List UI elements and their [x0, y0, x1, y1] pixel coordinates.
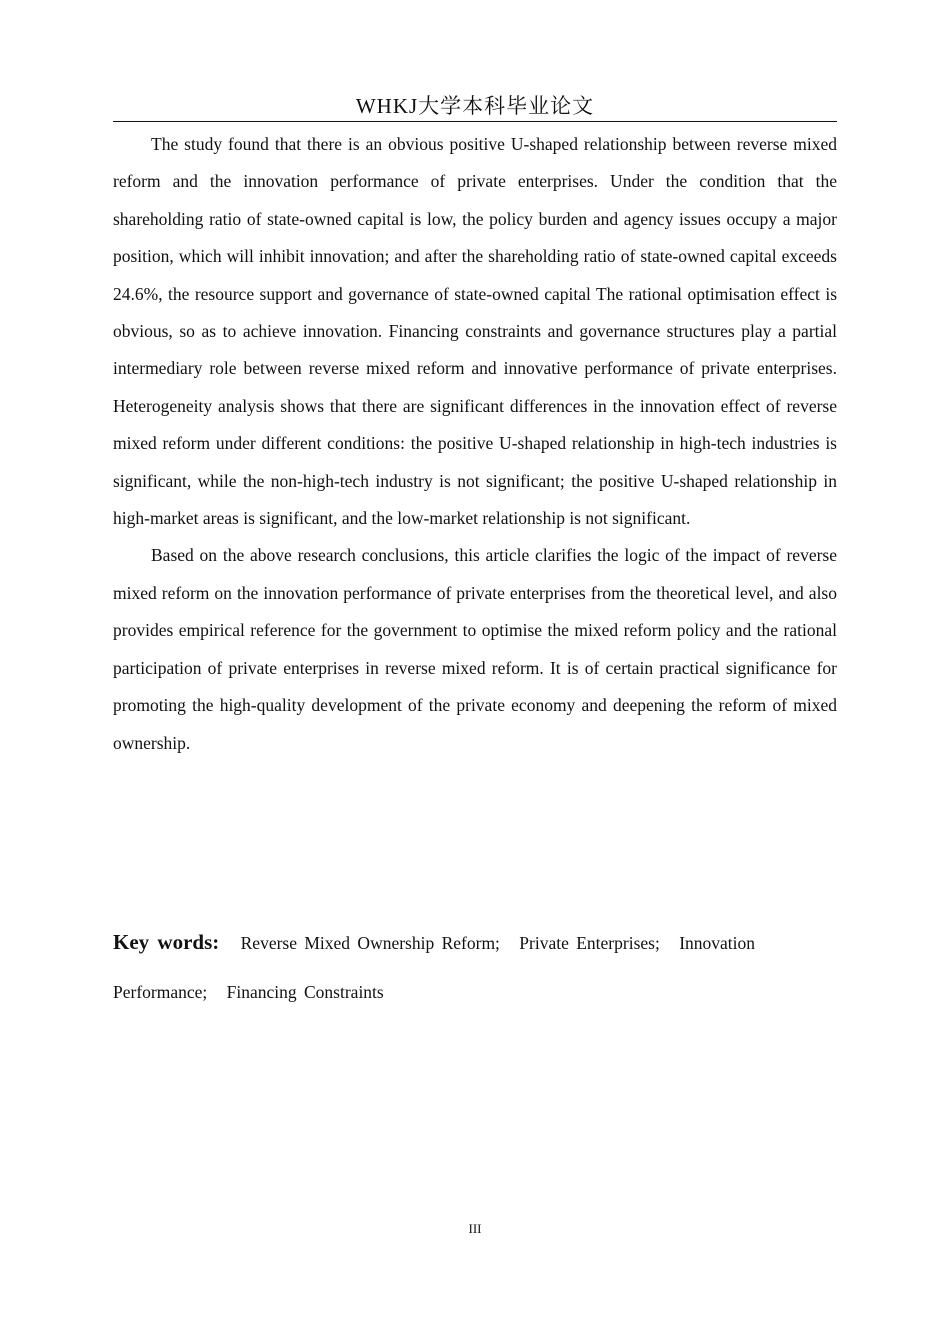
page-number: III — [468, 1221, 482, 1236]
abstract-paragraph-1: The study found that there is an obvious positive U-shaped relationship between reverse mixed reform and the innovation performance of private enterprises. Under the condition that the shareholding ratio of state-owned capital is low, the policy burden and agency issues occupy a major position, which will inhibit innovation; and after the shareholding ratio of state-owned capital exceeds 24.6%, the resource support and governance of state-owned capital The rational optimisation effect is obvious, so as to achieve innovation. Financing constraints and governance structures play a partial intermediary role between reverse mixed reform and innovative performance of private enterprises. Heterogeneity analysis shows that there are significant differences in the innovation effect of reverse mixed reform under different conditions: the positive U-shaped relationship in high-tech industries is significant, while the non-high-tech industry is not significant; the positive U-shaped relationship in high-market areas is significant, and the low-market relationship is not significant. — [113, 134, 837, 529]
abstract-paragraph-2: Based on the above research conclusions, this article clarifies the logic of the impact of reverse mixed reform on the innovation performance of private enterprises from the theoretical level, and also provides empirical reference for the government to optimise the mixed reform policy and the rational participation of private enterprises in reverse mixed reform. It is of certain practical significance for promoting the high-quality development of the private economy and deepening the reform of mixed ownership. — [113, 545, 837, 753]
abstract-body — [113, 126, 837, 762]
header-divider — [113, 121, 837, 122]
keyword-item: Financing Constraints — [226, 982, 384, 1002]
keyword-item: Reverse Mixed Ownership Reform; — [240, 933, 500, 953]
keywords-section — [113, 918, 837, 1017]
keyword-item: Private Enterprises; — [519, 933, 660, 953]
keywords-label: Key words: — [113, 930, 220, 954]
page-header: WHKJ大学本科毕业论文 — [355, 94, 595, 118]
keyword-item: Innovation Performance; — [113, 933, 756, 1002]
